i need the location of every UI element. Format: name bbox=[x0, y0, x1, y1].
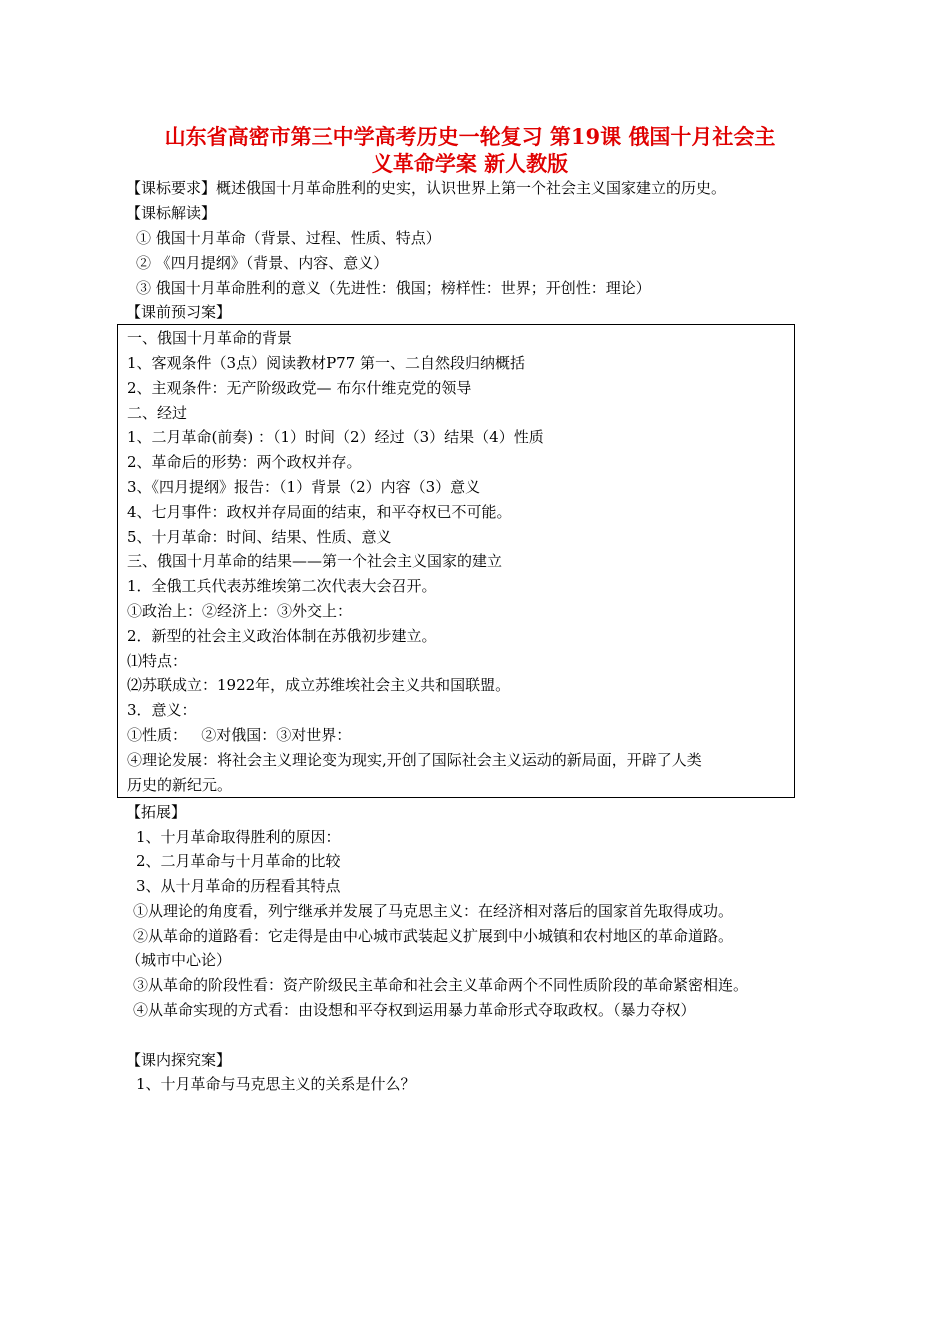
box-line: 2、主观条件：无产阶级政党— 布尔什维克党的领导 bbox=[127, 379, 472, 397]
box-line: 1．全俄工兵代表苏维埃第二次代表大会召开。 bbox=[127, 577, 437, 595]
box-line: 3、《四月提纲》报告：（1）背景（2）内容（3）意义 bbox=[127, 478, 481, 496]
extension-line: ③从革命的阶段性看：资产阶级民主革命和社会主义革命两个不同性质阶段的革命紧密相连。 bbox=[133, 976, 749, 994]
document-title-line-1: 山东省高密市第三中学高考历史一轮复习 第19课 俄国十月社会主 bbox=[164, 124, 776, 149]
box-line: ⑵苏联成立：1922年，成立苏维埃社会主义共和国联盟。 bbox=[127, 676, 511, 694]
curriculum-interpretation-heading: 【课标解读】 bbox=[126, 204, 217, 222]
box-line: 4、七月事件：政权并存局面的结束，和平夺权已不可能。 bbox=[127, 503, 512, 521]
box-line: ①政治上：②经济上：③外交上： bbox=[127, 602, 353, 620]
box-line: 2．新型的社会主义政治体制在苏俄初步建立。 bbox=[127, 627, 437, 645]
box-line: 2、革命后的形势：两个政权并存。 bbox=[127, 453, 362, 471]
extension-line: ②从革命的道路看：它走得是由中心城市武装起义扩展到中小城镇和农村地区的革命道路。 bbox=[133, 927, 734, 945]
curriculum-requirement: 【课标要求】概述俄国十月革命胜利的史实，认识世界上第一个社会主义国家建立的历史。 bbox=[126, 179, 727, 197]
interpretation-item: ② 《四月提纲》（背景、内容、意义） bbox=[136, 254, 389, 272]
extension-line: ①从理论的角度看，列宁继承并发展了马克思主义：在经济相对落后的国家首先取得成功。 bbox=[133, 902, 734, 920]
interpretation-item: ① 俄国十月革命（背景、过程、性质、特点） bbox=[136, 229, 441, 247]
box-line: ⑴特点： bbox=[127, 652, 188, 670]
extension-line: 2、二月革命与十月革命的比较 bbox=[136, 852, 341, 870]
extension-line: 1、十月革命取得胜利的原因： bbox=[136, 828, 341, 846]
box-line: 一、俄国十月革命的背景 bbox=[127, 329, 293, 347]
interpretation-item: ③ 俄国十月革命胜利的意义（先进性：俄国；榜样性：世界；开创性：理论） bbox=[136, 279, 651, 297]
box-line: 1、客观条件（3点）阅读教材P77 第一、二自然段归纳概括 bbox=[127, 354, 526, 372]
box-line: 3．意义： bbox=[127, 701, 197, 719]
extension-line: 3、从十月革命的历程看其特点 bbox=[136, 877, 341, 895]
extension-heading: 【拓展】 bbox=[126, 803, 187, 821]
inquiry-question: 1、十月革命与马克思主义的关系是什么？ bbox=[136, 1075, 416, 1093]
preview-content-box bbox=[117, 324, 795, 798]
box-line: 5、十月革命：时间、结果、性质、意义 bbox=[127, 528, 392, 546]
document-title-line-2: 义革命学案 新人教版 bbox=[371, 151, 569, 176]
box-line: 历史的新纪元。 bbox=[127, 776, 233, 794]
box-line: 二、经过 bbox=[127, 404, 188, 422]
box-line: ④理论发展：将社会主义理论变为现实,开创了国际社会主义运动的新局面，开辟了人类 bbox=[127, 751, 702, 769]
inquiry-heading: 【课内探究案】 bbox=[126, 1051, 232, 1069]
box-line: ①性质： ②对俄国：③对世界： bbox=[127, 726, 352, 744]
box-line: 1、二月革命(前奏) ：（1）时间（2）经过（3）结果（4）性质 bbox=[127, 428, 544, 446]
extension-line: （城市中心论） bbox=[126, 951, 232, 969]
box-line: 三、俄国十月革命的结果——第一个社会主义国家的建立 bbox=[127, 552, 503, 570]
extension-line: ④从革命实现的方式看：由设想和平夺权到运用暴力革命形式夺取政权。（暴力夺权） bbox=[133, 1001, 696, 1019]
preview-heading: 【课前预习案】 bbox=[126, 303, 232, 321]
